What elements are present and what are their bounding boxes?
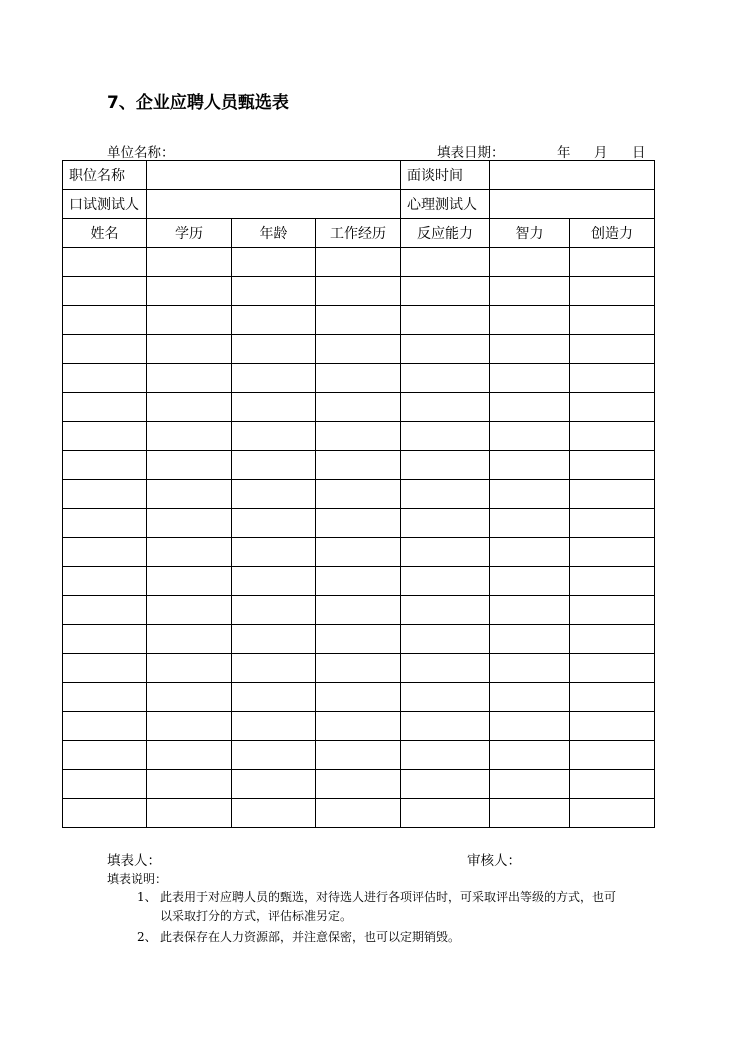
table-cell[interactable]: [147, 335, 232, 364]
table-cell[interactable]: [232, 422, 316, 451]
col-header-intelligence: 智力: [490, 219, 570, 248]
table-cell[interactable]: [232, 393, 316, 422]
table-row: [63, 393, 655, 422]
table-cell[interactable]: [570, 306, 655, 335]
table-cell[interactable]: [490, 625, 570, 654]
table-cell[interactable]: [490, 335, 570, 364]
col-header-reaction: 反应能力: [401, 219, 490, 248]
table-cell[interactable]: [490, 393, 570, 422]
table-cell[interactable]: [401, 335, 490, 364]
table-cell[interactable]: [570, 364, 655, 393]
table-cell[interactable]: [570, 451, 655, 480]
selection-table: [62, 160, 655, 828]
table-cell[interactable]: [63, 393, 147, 422]
table-row: [63, 683, 655, 712]
table-cell[interactable]: [490, 451, 570, 480]
table-cell[interactable]: [570, 248, 655, 277]
col-header-creativity: 创造力: [570, 219, 655, 248]
table-row: [63, 248, 655, 277]
note-number: 2、: [137, 930, 157, 944]
note-text: 此表用于对应聘人员的甄选，对待选人进行各项评估时，可采取评出等级的方式，也可: [160, 890, 617, 904]
table-cell[interactable]: [147, 509, 232, 538]
note-text-continued: 以采取打分的方式，评估标准另定。: [160, 909, 353, 923]
table-cell[interactable]: [147, 306, 232, 335]
table-cell[interactable]: [63, 248, 147, 277]
table-cell[interactable]: [401, 712, 490, 741]
table-cell[interactable]: [147, 480, 232, 509]
table-cell[interactable]: [490, 654, 570, 683]
table-cell[interactable]: [232, 741, 316, 770]
table-cell[interactable]: [316, 538, 401, 567]
note-item: [137, 888, 662, 926]
table-cell[interactable]: [401, 509, 490, 538]
table-cell[interactable]: [63, 741, 147, 770]
table-cell[interactable]: [401, 364, 490, 393]
table-row: [63, 451, 655, 480]
table-cell[interactable]: [232, 335, 316, 364]
table-cell[interactable]: [570, 393, 655, 422]
note-number: 1、: [137, 890, 157, 904]
table-cell[interactable]: [232, 799, 316, 828]
table-cell[interactable]: [147, 393, 232, 422]
psych-tester-field[interactable]: [490, 190, 655, 219]
table-cell[interactable]: [147, 770, 232, 799]
table-cell[interactable]: [490, 770, 570, 799]
table-cell[interactable]: [63, 480, 147, 509]
table-cell[interactable]: [316, 480, 401, 509]
table-cell[interactable]: [63, 451, 147, 480]
table-cell[interactable]: [316, 364, 401, 393]
table-cell[interactable]: [232, 770, 316, 799]
table-row: [63, 335, 655, 364]
table-cell[interactable]: [147, 422, 232, 451]
table-cell[interactable]: [63, 277, 147, 306]
table-cell[interactable]: [490, 538, 570, 567]
table-cell[interactable]: [232, 567, 316, 596]
table-cell[interactable]: [63, 654, 147, 683]
table-cell[interactable]: [401, 422, 490, 451]
table-cell[interactable]: [147, 538, 232, 567]
table-cell[interactable]: [232, 248, 316, 277]
table-cell[interactable]: [401, 451, 490, 480]
table-row: [63, 741, 655, 770]
table-cell[interactable]: [63, 567, 147, 596]
table-row: [63, 480, 655, 509]
table-cell[interactable]: [63, 306, 147, 335]
table-row: [63, 306, 655, 335]
table-cell[interactable]: [147, 683, 232, 712]
table-cell[interactable]: [147, 596, 232, 625]
table-cell[interactable]: [570, 625, 655, 654]
info-row-tester: [63, 190, 655, 219]
page-title: 7、企业应聘人员甄选表: [107, 93, 289, 113]
table-cell[interactable]: [490, 364, 570, 393]
table-cell[interactable]: [401, 306, 490, 335]
table-cell[interactable]: [232, 480, 316, 509]
table-cell[interactable]: [232, 509, 316, 538]
table-cell[interactable]: [63, 596, 147, 625]
table-cell[interactable]: [490, 277, 570, 306]
notes-title: 填表说明：: [107, 872, 168, 886]
table-row: [63, 799, 655, 828]
psych-tester-label: 心理测试人: [401, 190, 490, 219]
table-cell[interactable]: [401, 770, 490, 799]
table-cell[interactable]: [401, 248, 490, 277]
table-cell[interactable]: [490, 567, 570, 596]
table-row: [63, 538, 655, 567]
table-cell[interactable]: [401, 596, 490, 625]
table-cell[interactable]: [316, 422, 401, 451]
table-cell[interactable]: [401, 480, 490, 509]
table-cell[interactable]: [147, 741, 232, 770]
table-cell[interactable]: [232, 277, 316, 306]
date-year-label: 年: [557, 145, 571, 161]
table-cell[interactable]: [232, 625, 316, 654]
table-cell[interactable]: [63, 364, 147, 393]
table-cell[interactable]: [147, 567, 232, 596]
table-cell[interactable]: [316, 712, 401, 741]
table-cell[interactable]: [63, 335, 147, 364]
table-cell[interactable]: [570, 335, 655, 364]
table-row: [63, 567, 655, 596]
table-cell[interactable]: [570, 712, 655, 741]
col-header-name: 姓名: [63, 219, 147, 248]
table-cell[interactable]: [147, 277, 232, 306]
column-header-row: [63, 219, 655, 248]
table-cell[interactable]: [570, 480, 655, 509]
table-cell[interactable]: [63, 770, 147, 799]
table-cell[interactable]: [570, 799, 655, 828]
info-row-position: [63, 161, 655, 190]
table-cell[interactable]: [63, 538, 147, 567]
table-cell[interactable]: [147, 451, 232, 480]
table-cell[interactable]: [490, 741, 570, 770]
table-cell[interactable]: [490, 683, 570, 712]
col-header-age: 年龄: [232, 219, 316, 248]
table-row: [63, 277, 655, 306]
table-cell[interactable]: [490, 596, 570, 625]
reviewer-label: 审核人：: [467, 853, 521, 869]
unit-name-label: 单位名称：: [107, 145, 175, 161]
table-cell[interactable]: [401, 567, 490, 596]
table-cell[interactable]: [232, 654, 316, 683]
table-cell[interactable]: [401, 277, 490, 306]
table-cell[interactable]: [570, 509, 655, 538]
table-cell[interactable]: [401, 625, 490, 654]
table-cell[interactable]: [570, 538, 655, 567]
table-cell[interactable]: [63, 683, 147, 712]
date-day-label: 日: [632, 145, 646, 161]
table-cell[interactable]: [570, 770, 655, 799]
table-row: [63, 596, 655, 625]
table-row: [63, 654, 655, 683]
position-name-label: 职位名称: [63, 161, 147, 190]
table-row: [63, 712, 655, 741]
table-cell[interactable]: [232, 364, 316, 393]
oral-tester-label: 口试测试人: [63, 190, 147, 219]
table-row: [63, 509, 655, 538]
table-cell[interactable]: [570, 741, 655, 770]
table-cell[interactable]: [316, 683, 401, 712]
table-cell[interactable]: [570, 277, 655, 306]
table-cell[interactable]: [63, 422, 147, 451]
table-cell[interactable]: [316, 654, 401, 683]
table-cell[interactable]: [316, 451, 401, 480]
table-row: [63, 625, 655, 654]
table-cell[interactable]: [147, 799, 232, 828]
table-cell[interactable]: [316, 741, 401, 770]
col-header-education: 学历: [147, 219, 232, 248]
table-cell[interactable]: [401, 799, 490, 828]
table-cell[interactable]: [147, 625, 232, 654]
table-cell[interactable]: [490, 306, 570, 335]
table-cell[interactable]: [232, 538, 316, 567]
table-cell[interactable]: [401, 393, 490, 422]
table-cell[interactable]: [232, 596, 316, 625]
table-cell[interactable]: [490, 422, 570, 451]
table-row: [63, 364, 655, 393]
table-cell[interactable]: [316, 393, 401, 422]
table-cell[interactable]: [570, 567, 655, 596]
table-cell[interactable]: [401, 538, 490, 567]
table-row: [63, 770, 655, 799]
table-cell[interactable]: [570, 596, 655, 625]
table-cell[interactable]: [147, 364, 232, 393]
table-cell[interactable]: [490, 480, 570, 509]
table-cell[interactable]: [490, 509, 570, 538]
table-cell[interactable]: [490, 712, 570, 741]
table-cell[interactable]: [316, 770, 401, 799]
table-cell[interactable]: [316, 799, 401, 828]
table-cell[interactable]: [232, 683, 316, 712]
table-cell[interactable]: [63, 625, 147, 654]
oral-tester-field[interactable]: [147, 190, 401, 219]
table-cell[interactable]: [63, 799, 147, 828]
fill-date-label: 填表日期：: [437, 145, 505, 161]
table-cell[interactable]: [401, 741, 490, 770]
note-text: 此表保存在人力资源部，并注意保密，也可以定期销毁。: [160, 930, 461, 944]
table-cell[interactable]: [316, 567, 401, 596]
table-cell[interactable]: [490, 248, 570, 277]
table-cell[interactable]: [232, 712, 316, 741]
table-cell[interactable]: [570, 422, 655, 451]
table-cell[interactable]: [316, 277, 401, 306]
position-name-field[interactable]: [147, 161, 401, 190]
table-cell[interactable]: [570, 683, 655, 712]
table-cell[interactable]: [316, 596, 401, 625]
table-cell[interactable]: [316, 625, 401, 654]
table-cell[interactable]: [147, 712, 232, 741]
table-cell[interactable]: [316, 248, 401, 277]
table-cell[interactable]: [401, 654, 490, 683]
table-cell[interactable]: [316, 509, 401, 538]
table-cell[interactable]: [316, 306, 401, 335]
table-cell[interactable]: [63, 712, 147, 741]
table-cell[interactable]: [570, 654, 655, 683]
table-cell[interactable]: [316, 335, 401, 364]
interview-time-label: 面谈时间: [401, 161, 490, 190]
table-cell[interactable]: [147, 248, 232, 277]
interview-time-field[interactable]: [490, 161, 655, 190]
table-cell[interactable]: [232, 306, 316, 335]
table-cell[interactable]: [490, 799, 570, 828]
note-item: [137, 928, 662, 947]
date-month-label: 月: [594, 145, 608, 161]
table-row: [63, 422, 655, 451]
table-cell[interactable]: [401, 683, 490, 712]
table-cell[interactable]: [63, 509, 147, 538]
table-cell[interactable]: [232, 451, 316, 480]
table-cell[interactable]: [147, 654, 232, 683]
filler-label: 填表人：: [107, 853, 161, 869]
col-header-work-experience: 工作经历: [316, 219, 401, 248]
